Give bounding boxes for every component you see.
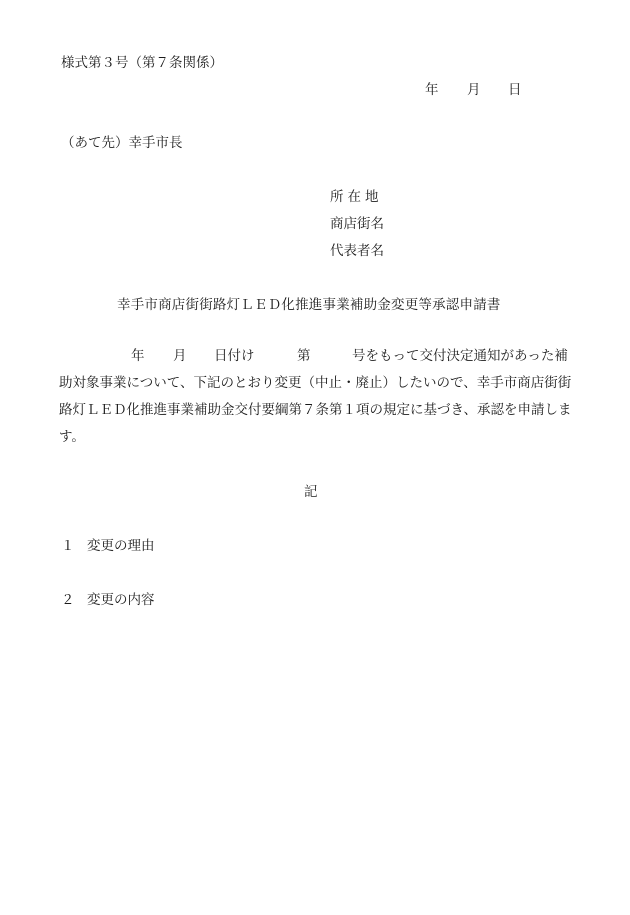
body-line-1 — [59, 350, 577, 377]
date-day-label: 日 — [508, 82, 522, 98]
addressee: （あて先）幸手市長 — [61, 135, 183, 151]
applicant-representative-label: 代表者名 — [330, 243, 384, 259]
body-line-4: す。 — [59, 429, 85, 445]
body-line-1-rest: 号をもって交付決定通知があった補 — [352, 348, 568, 364]
form-number: 様式第３号（第７条関係） — [61, 55, 223, 71]
body-number-prefix: 第 — [297, 348, 311, 364]
body-month-label: 月 — [173, 348, 187, 364]
date-month-label: 月 — [467, 82, 481, 98]
body-year-label: 年 — [131, 348, 145, 364]
body-line-2: 助対象事業について、下記のとおり変更（中止・廃止）したいので、幸手市商店街街 — [59, 375, 572, 391]
date-year-label: 年 — [425, 82, 439, 98]
item-change-content — [61, 594, 155, 608]
applicant-address-label: 所在地 — [330, 189, 383, 205]
body-dated-label: 日付け — [214, 348, 255, 364]
applicant-shopping-street-label: 商店街名 — [330, 216, 384, 232]
document-title: 幸手市商店街街路灯ＬＥＤ化推進事業補助金変更等承認申請書 — [117, 297, 501, 313]
body-paragraph — [59, 350, 577, 458]
item-number: ２ — [61, 592, 75, 608]
body-line-3: 路灯ＬＥＤ化推進事業補助金交付要綱第７条第１項の規定に基づき、承認を申請しま — [59, 402, 572, 418]
item-number: １ — [61, 538, 75, 554]
ki-heading: 記 — [304, 484, 318, 500]
date-line — [425, 84, 522, 98]
item-label: 変更の理由 — [87, 538, 155, 554]
item-change-reason — [61, 540, 155, 554]
item-label: 変更の内容 — [87, 592, 155, 608]
